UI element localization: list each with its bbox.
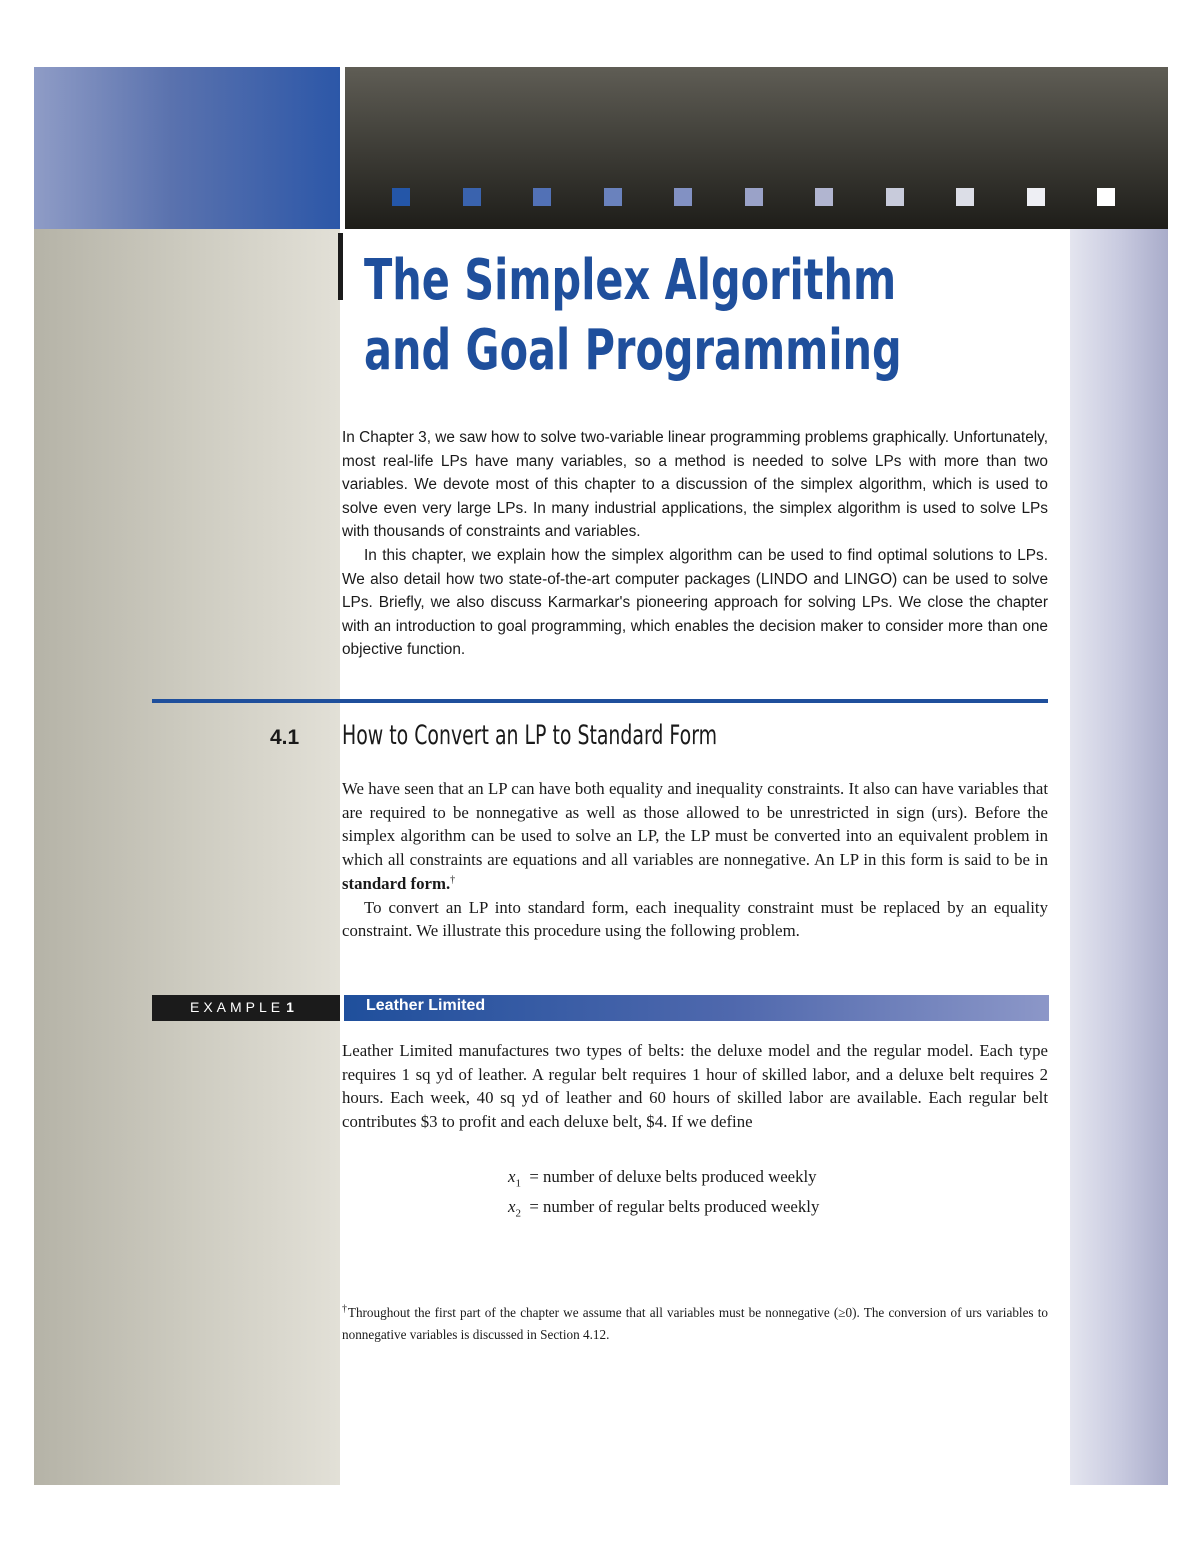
chapter-title-line-1: The Simplex Algorithm	[364, 248, 897, 313]
decorative-square	[1027, 188, 1045, 206]
section-number: 4.1	[270, 726, 300, 749]
intro-paragraph-1: In Chapter 3, we saw how to solve two-variable linear programming problems graphically. Unfortunately, most real-life LPs have many variables, so a method is needed to solve LPs with more than two variables. We devote most of this chapter to a discussion of the simplex algorithm, which is used to solve even very large LPs. In many industrial applications, the simplex algorithm is used to solve LPs with thousands of constraints and variables.	[342, 429, 1049, 541]
decorative-square	[463, 188, 481, 206]
title-accent-bar	[338, 233, 343, 300]
chapter-intro	[342, 426, 1048, 662]
example-title: Leather Limited	[366, 997, 486, 1014]
section-rule	[152, 699, 1048, 703]
decorative-square	[815, 188, 833, 206]
example-body	[342, 1039, 1048, 1134]
variable-subscript: 2	[515, 1207, 521, 1220]
decorative-square	[674, 188, 692, 206]
example-label-text: EXAMPLE	[190, 999, 285, 1015]
variable-name: $x_2$	[508, 1197, 521, 1220]
section-paragraph-1	[342, 777, 1048, 896]
variable-subscript: 1	[515, 1177, 521, 1190]
decorative-square	[392, 188, 410, 206]
section-title: How to Convert an LP to Standard Form	[342, 720, 718, 751]
left-margin-bar	[34, 229, 340, 1485]
example-label	[190, 999, 340, 1015]
standard-form-term: standard form.	[342, 873, 451, 893]
definition-line-1	[508, 1167, 1028, 1189]
section-paragraph-1-text: We have seen that an LP can have both equality and inequality constraints. It also can have variables that are required to be nonnegative as well as those allowed to be unrestricted in sign (urs). Before the simplex algorithm can be used to solve an LP, the LP must be converted into an equivalent problem in which all constraints are equations and all variables are nonnegative. An LP in this form is said to be in	[342, 779, 1048, 870]
variable-name: $x_1$	[508, 1167, 521, 1190]
definition-line-2	[508, 1197, 1028, 1219]
example-number: 1	[286, 999, 294, 1015]
definition-text: = number of deluxe belts produced weekly	[529, 1167, 817, 1186]
decorative-square	[886, 188, 904, 206]
section-body	[342, 777, 1048, 943]
chapter-title-line-2: and Goal Programming	[364, 318, 902, 383]
decorative-square	[956, 188, 974, 206]
decorative-square	[533, 188, 551, 206]
footnote-text: Throughout the first part of the chapter we assume that all variables must be nonnegative (≥0). The conversion of urs variables to nonnegative variables is discussed in Section 4.12.	[342, 1305, 1048, 1342]
chapter-title	[364, 246, 902, 386]
header-gradient-left	[34, 67, 340, 229]
footnote-reference: †	[450, 874, 456, 886]
section-paragraph-2: To convert an LP into standard form, each inequality constraint must be replaced by an equality constraint. We illustrate this procedure using the following problem.	[342, 897, 1048, 941]
footnote-mark: †	[342, 1303, 348, 1315]
decorative-square	[745, 188, 763, 206]
example-paragraph: Leather Limited manufactures two types of belts: the deluxe model and the regular model. Each type requires 1 sq yd of leather. A regular belt requires 1 hour of skilled labor, and a deluxe belt requires 2 hours. Each week, 40 sq yd of leather and 60 hours of skilled labor are available. Each regular belt contributes $3 to profit and each deluxe belt, $4. If we define	[342, 1041, 1048, 1132]
decorative-square	[604, 188, 622, 206]
intro-paragraph-2: In this chapter, we explain how the simplex algorithm can be used to find optimal solutions to LPs. We also detail how two state-of-the-art computer packages (LINDO and LINGO) can be used to solve LPs. Briefly, we also discuss Karmarkar's pioneering approach for solving LPs. We close the chapter with an introduction to goal programming, which enables the decision maker to consider more than one objective function.	[342, 546, 1048, 659]
right-margin-bar	[1070, 229, 1168, 1485]
decorative-square	[1097, 188, 1115, 206]
footnote	[342, 1302, 1048, 1346]
definition-text: = number of regular belts produced weekly	[529, 1197, 820, 1216]
